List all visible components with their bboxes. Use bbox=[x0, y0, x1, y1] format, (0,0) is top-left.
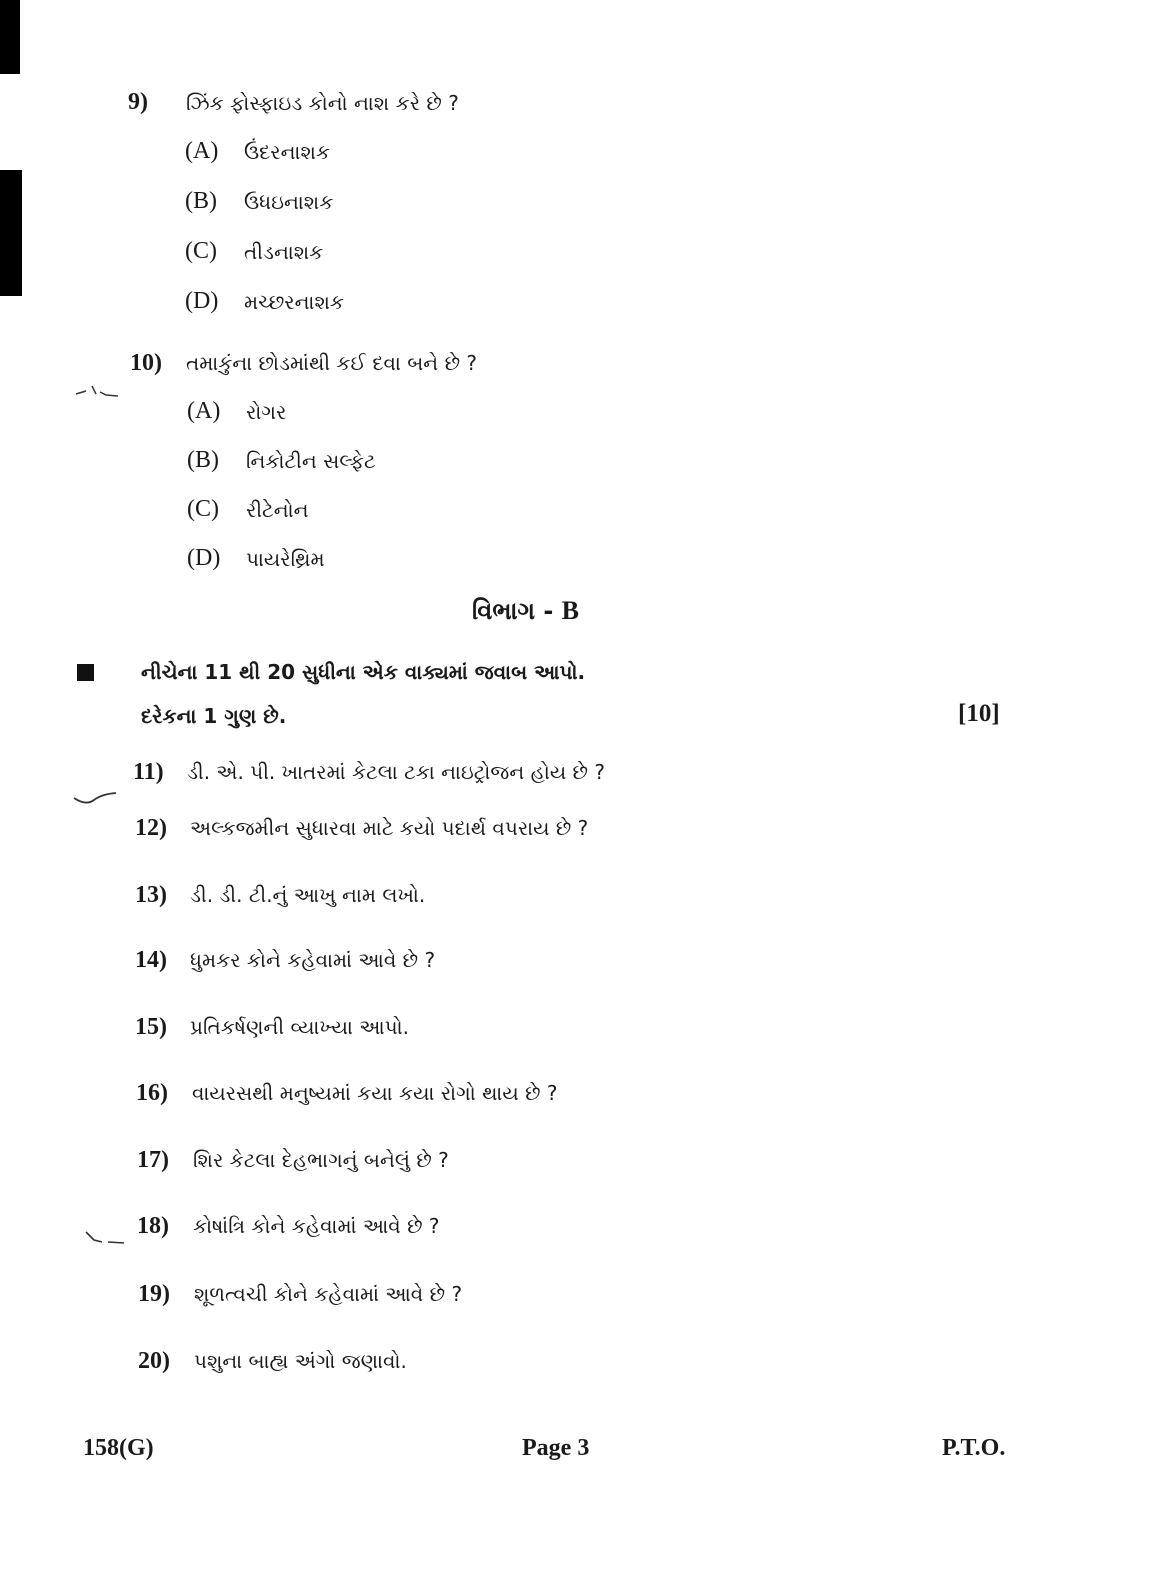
option-letter: (B) bbox=[187, 447, 219, 473]
question-text: ઝિંક ફોસ્ફાઇડ કોનો નાશ કરે છે ? bbox=[186, 91, 459, 115]
question-number: 17) bbox=[137, 1147, 169, 1173]
question-number: 19) bbox=[138, 1281, 170, 1307]
question-number: 10) bbox=[130, 350, 162, 376]
option-letter: (B) bbox=[185, 188, 217, 214]
question-number: 14) bbox=[135, 947, 167, 973]
option-letter: (D) bbox=[187, 545, 221, 571]
question-text: શિર કેટલા દેહભાગનું બનેલું છે ? bbox=[193, 1148, 449, 1172]
option-text: પાયરેથ્રિમ bbox=[246, 547, 325, 571]
question-text: શૂળત્વચી કોને કહેવામાં આવે છે ? bbox=[194, 1282, 463, 1306]
option-letter: (A) bbox=[185, 138, 219, 164]
pto-label: P.T.O. bbox=[942, 1435, 1006, 1461]
option-text: ઉંદરનાશક bbox=[244, 140, 330, 164]
option-text: તીડનાશક bbox=[244, 240, 324, 264]
section-title bbox=[472, 596, 579, 626]
option-letter: (D) bbox=[185, 288, 219, 314]
section-title-letter: B bbox=[561, 596, 579, 625]
question-number: 16) bbox=[136, 1080, 168, 1106]
question-text: પ્રતિકર્ષણની વ્યાખ્યા આપો. bbox=[190, 1015, 409, 1039]
scan-scribble-mark bbox=[74, 382, 124, 404]
question-text: ધુમકર કોને કહેવામાં આવે છે ? bbox=[190, 948, 436, 972]
marks-badge: [10] bbox=[958, 700, 1000, 727]
option-text: મચ્છરનાશક bbox=[244, 290, 344, 314]
question-number: 11) bbox=[133, 759, 164, 785]
question-number: 20) bbox=[138, 1348, 170, 1374]
question-text: ડી. એ. પી. ખાતરમાં કેટલા ટકા નાઇટ્રોજન હોય છે ? bbox=[187, 760, 605, 784]
option-letter: (A) bbox=[187, 398, 221, 424]
paper-code: 158(G) bbox=[83, 1435, 154, 1461]
option-text: રોગર bbox=[246, 400, 287, 424]
option-text: નિકોટીન સલ્ફેટ bbox=[246, 449, 376, 473]
option-letter: (C) bbox=[187, 496, 219, 522]
question-number: 13) bbox=[135, 882, 167, 908]
scan-scribble-mark bbox=[72, 790, 122, 818]
question-text: વાયરસથી મનુષ્યમાં કયા કયા રોગો થાય છે ? bbox=[192, 1081, 558, 1105]
question-text: ડી. ડી. ટી.નું આખુ નામ લખો. bbox=[190, 883, 426, 907]
question-number: 9) bbox=[128, 89, 148, 115]
scan-edge-mark bbox=[0, 0, 20, 74]
option-text: ઉધઇનાશક bbox=[244, 190, 334, 214]
square-bullet-icon bbox=[77, 664, 94, 681]
question-number: 18) bbox=[137, 1213, 169, 1239]
option-text: રીટેનોન bbox=[246, 498, 309, 522]
instruction-line: નીચેના 11 થી 20 સુધીના એક વાક્યમાં જવાબ આપો. bbox=[141, 660, 586, 684]
section-title-text: વિભાગ - bbox=[472, 597, 554, 625]
question-text: અલ્કજમીન સુધારવા માટે કયો પદાર્થ વપરાય છે ? bbox=[190, 816, 589, 840]
question-text: તમાકુંના છોડમાંથી કઈ દવા બને છે ? bbox=[186, 351, 477, 375]
scan-scribble-mark bbox=[84, 1228, 130, 1250]
page-number: Page 3 bbox=[522, 1435, 590, 1461]
question-text: પશુના બાહ્ય અંગો જણાવો. bbox=[194, 1349, 407, 1373]
question-text: કોષાંત્રિ કોને કહેવામાં આવે છે ? bbox=[193, 1214, 440, 1238]
question-number: 12) bbox=[135, 815, 167, 841]
option-letter: (C) bbox=[185, 238, 217, 264]
question-number: 15) bbox=[135, 1014, 167, 1040]
scan-edge-mark bbox=[0, 170, 22, 296]
instruction-line: દરેકના 1 ગુણ છે. bbox=[141, 704, 287, 728]
